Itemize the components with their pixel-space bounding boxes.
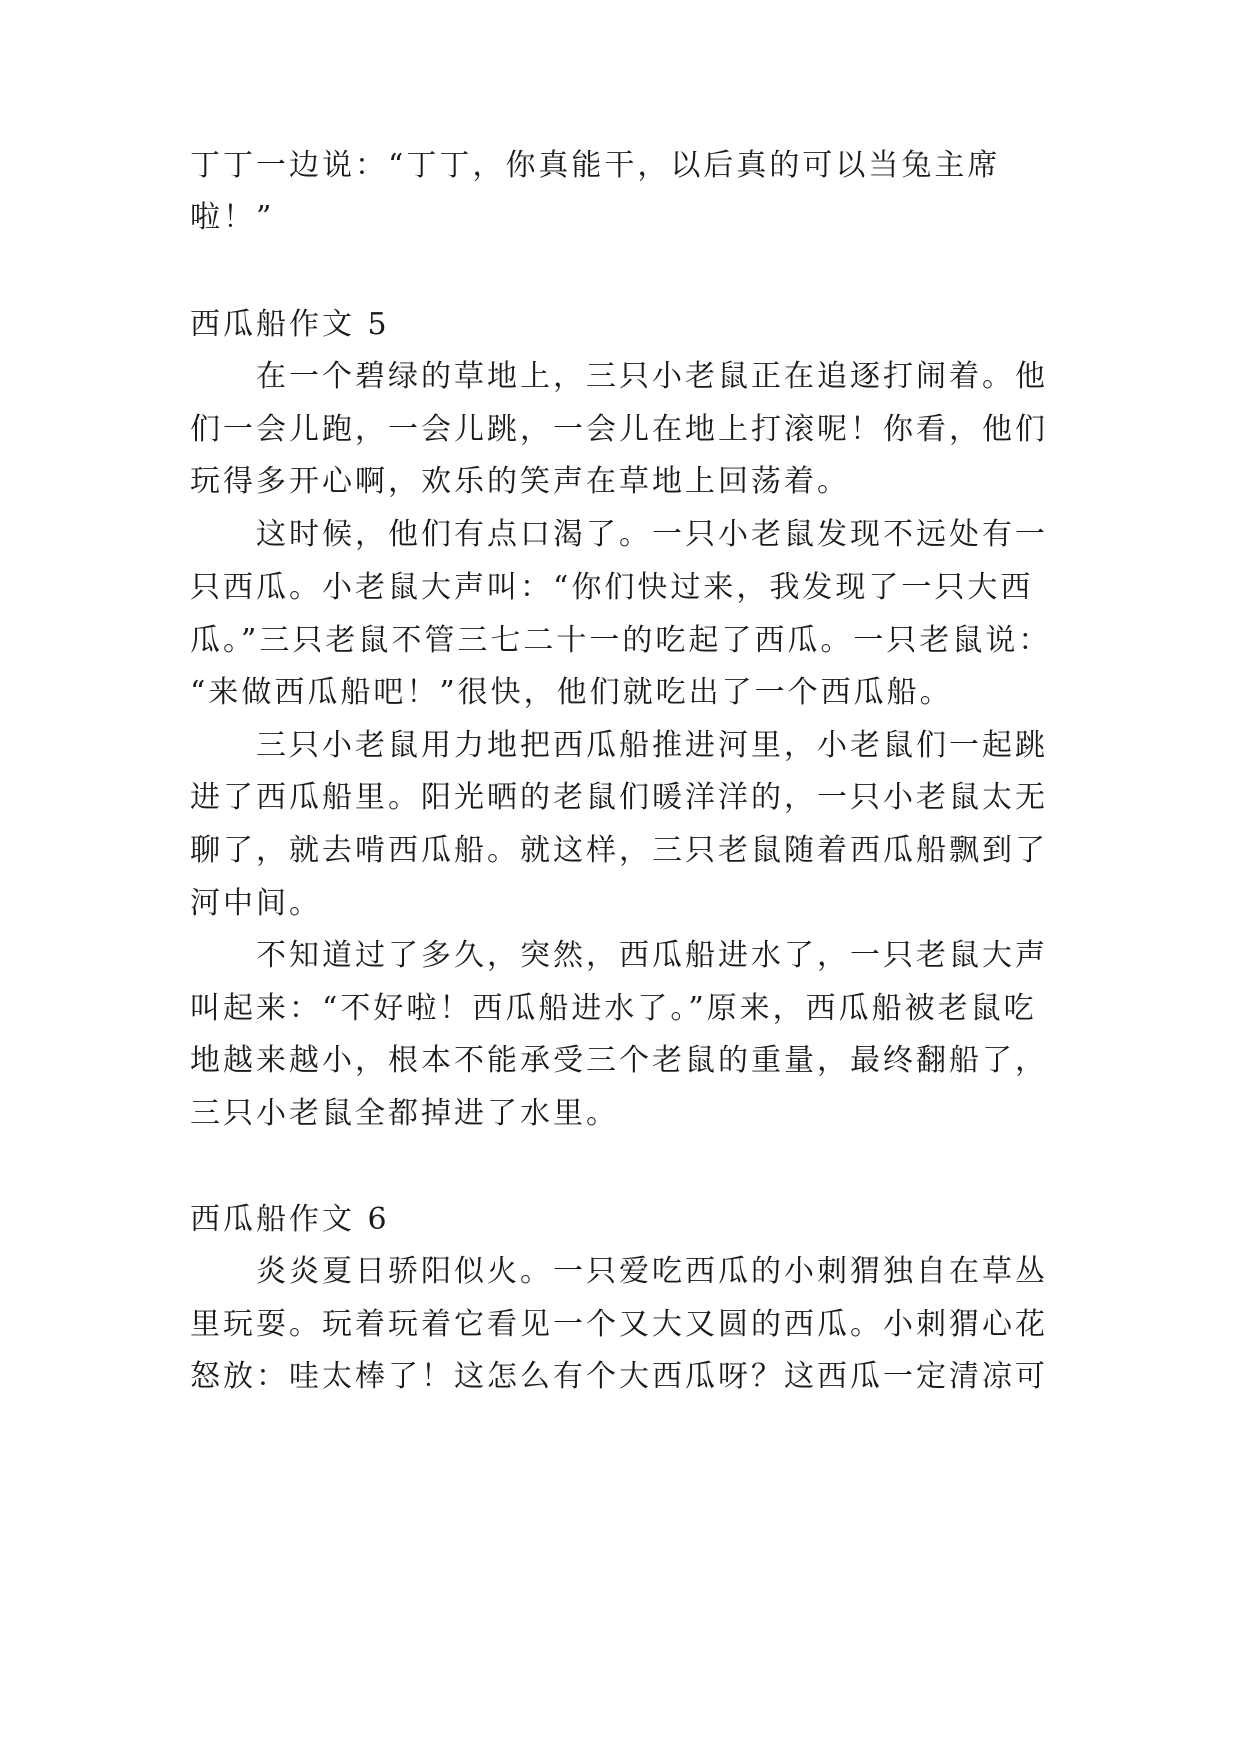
section-heading: 西瓜船作文 6: [190, 1202, 390, 1237]
section-heading: 西瓜船作文 5: [190, 307, 390, 342]
paragraph-line: 玩得多开心啊，欢乐的笑声在草地上回荡着。: [190, 464, 850, 499]
paragraph-line: 叫起来：“不好啦！西瓜船进水了。”原来，西瓜船被老鼠吃: [190, 991, 1037, 1026]
paragraph-line: 地越来越小，根本不能承受三个老鼠的重量，最终翻船了，: [190, 1043, 1048, 1078]
paragraph-line: 三只小老鼠用力地把西瓜船推进河里，小老鼠们一起跳: [256, 728, 1048, 763]
text-line: 丁丁一边说：“丁丁，你真能干，以后真的可以当兔主席: [190, 148, 1001, 183]
paragraph-line: 三只小老鼠全都掉进了水里。: [190, 1096, 619, 1131]
paragraph-line: 不知道过了多久，突然，西瓜船进水了，一只老鼠大声: [256, 938, 1048, 973]
paragraph-line: 这时候，他们有点口渴了。一只小老鼠发现不远处有一: [256, 517, 1048, 552]
paragraph-line: 们一会儿跑，一会儿跳，一会儿在地上打滚呢！你看，他们: [190, 412, 1048, 447]
paragraph-line: 只西瓜。小老鼠大声叫：“你们快过来，我发现了一只大西: [190, 570, 1034, 605]
text-line: 啦！”: [190, 200, 275, 235]
paragraph-line: 怒放：哇太棒了！这怎么有个大西瓜呀？这西瓜一定清凉可: [190, 1359, 1048, 1394]
paragraph-line: 在一个碧绿的草地上，三只小老鼠正在追逐打闹着。他: [256, 359, 1048, 394]
paragraph-line: 瓜。”三只老鼠不管三七二十一的吃起了西瓜。一只老鼠说：: [190, 623, 1052, 658]
paragraph-line: 炎炎夏日骄阳似火。一只爱吃西瓜的小刺猬独自在草丛: [256, 1254, 1048, 1289]
paragraph-line: 聊了，就去啃西瓜船。就这样，三只老鼠随着西瓜船飘到了: [190, 833, 1048, 868]
paragraph-line: 河中间。: [190, 886, 322, 921]
paragraph-line: “来做西瓜船吧！”很快，他们就吃出了一个西瓜船。: [190, 675, 953, 710]
paragraph-line: 进了西瓜船里。阳光晒的老鼠们暖洋洋的，一只小老鼠太无: [190, 780, 1048, 815]
paragraph-line: 里玩耍。玩着玩着它看见一个又大又圆的西瓜。小刺猬心花: [190, 1307, 1048, 1342]
